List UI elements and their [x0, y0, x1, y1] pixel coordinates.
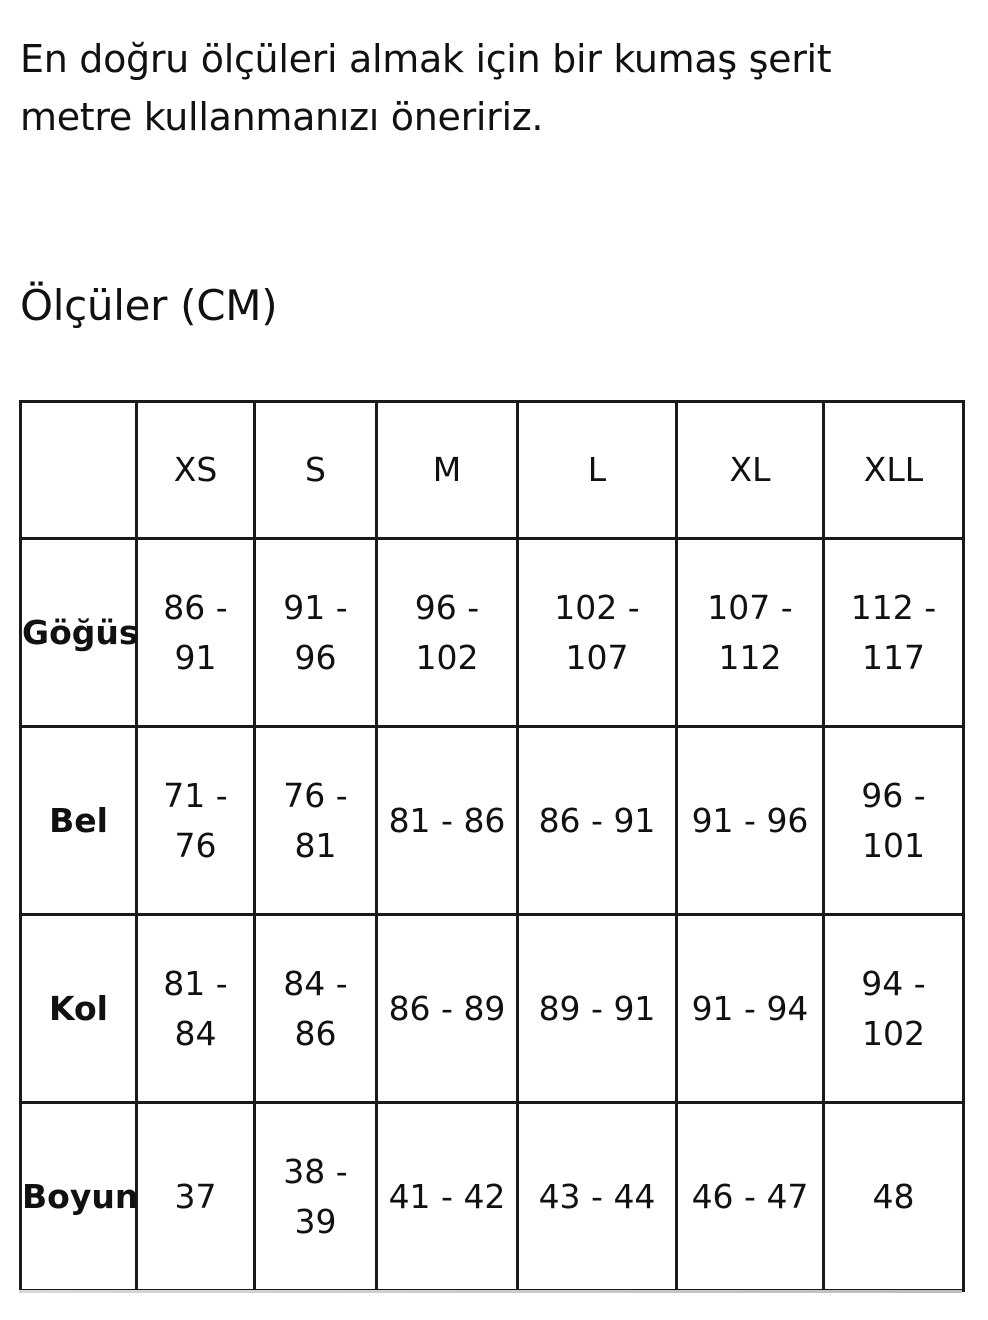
- measurement-cell: [137, 727, 255, 915]
- header-size-m: M: [377, 402, 518, 539]
- row-label: Bel: [21, 727, 137, 915]
- size-table: [19, 400, 965, 1292]
- measurement-cell: [677, 915, 824, 1103]
- measurement-value: 91 - 96: [283, 587, 348, 677]
- measurement-value: 96 -: [414, 587, 480, 627]
- measurement-cell: [677, 1103, 824, 1291]
- measurement-value: 86 -: [163, 587, 228, 627]
- header-size-xs: XS: [137, 402, 255, 539]
- intro-line-2: metre kullanmanızı öneririz.: [20, 95, 544, 139]
- measurement-cell: [677, 727, 824, 915]
- measurement-cell: [255, 915, 377, 1103]
- measurement-cell: [824, 1103, 964, 1291]
- table-row: [21, 915, 964, 1103]
- measurement-cell: [824, 727, 964, 915]
- measurement-value: 81 -: [163, 963, 228, 1003]
- measurement-value: 41 - 42: [388, 1176, 506, 1216]
- measurement-value: 107: [565, 637, 629, 677]
- measurement-value: 89 - 91: [538, 988, 656, 1028]
- row-label: Göğüs: [21, 539, 137, 727]
- measurement-cell: [824, 915, 964, 1103]
- table-row: [21, 539, 964, 727]
- measurement-cell: [518, 1103, 677, 1291]
- measurement-value: 76 - 81: [283, 775, 348, 865]
- measurement-cell: [677, 539, 824, 727]
- measurement-cell: [137, 539, 255, 727]
- measurement-value: 39: [294, 1201, 337, 1241]
- header-size-s: S: [255, 402, 377, 539]
- measurement-cell: [137, 915, 255, 1103]
- measurement-cell: [824, 539, 964, 727]
- measurement-cell: [518, 727, 677, 915]
- measurement-value: 46 - 47: [691, 1176, 809, 1216]
- measurement-value: 107 -: [707, 587, 793, 627]
- measurement-cell: [377, 1103, 518, 1291]
- intro-line-1: En doğru ölçüleri almak için bir kumaş şerit: [20, 37, 832, 81]
- measurement-value: 84: [174, 1013, 217, 1053]
- section-title: Ölçüler (CM): [20, 281, 278, 330]
- measurement-cell: [137, 1103, 255, 1291]
- header-size-xl: XL: [677, 402, 824, 539]
- measurement-value: 76: [174, 825, 217, 865]
- table-row: [21, 1103, 964, 1291]
- table-bottom-shadow: [19, 1290, 962, 1293]
- intro-text: [20, 30, 970, 146]
- measurement-value: 102 -: [554, 587, 640, 627]
- measurement-value: 86 - 91: [538, 800, 656, 840]
- measurement-value: 91 - 94: [691, 988, 809, 1028]
- measurement-value: 96 -: [861, 775, 926, 815]
- measurement-value: 84 -: [283, 963, 348, 1003]
- measurement-value: 112 -: [850, 587, 937, 627]
- measurement-value: 86: [294, 1013, 337, 1053]
- measurement-value: 71 -: [163, 775, 228, 815]
- measurement-value: 38 -: [283, 1151, 348, 1191]
- row-label: Kol: [21, 915, 137, 1103]
- table-row: [21, 727, 964, 915]
- measurement-value: 86 - 89: [388, 988, 506, 1028]
- measurement-value: 43 - 44: [538, 1176, 656, 1216]
- measurement-cell: [255, 539, 377, 727]
- measurement-cell: [377, 915, 518, 1103]
- measurement-value: 81 - 86: [388, 800, 506, 840]
- measurement-value: 102: [415, 637, 479, 677]
- measurement-value: 94 -: [861, 963, 926, 1003]
- measurement-cell: [377, 727, 518, 915]
- measurement-cell: [255, 1103, 377, 1291]
- measurement-value: 48: [872, 1176, 915, 1216]
- measurement-value: 91: [174, 637, 217, 677]
- measurement-value: 91 - 96: [691, 800, 809, 840]
- row-label: Boyun: [21, 1103, 137, 1291]
- measurement-cell: [377, 539, 518, 727]
- measurement-value: 102: [862, 1013, 925, 1053]
- measurement-cell: [518, 915, 677, 1103]
- header-corner-cell: [21, 402, 137, 539]
- header-size-l: L: [518, 402, 677, 539]
- header-row: [21, 402, 964, 539]
- measurement-value: 117: [862, 637, 925, 677]
- measurement-value: 101: [862, 825, 925, 865]
- header-size-xll: XLL: [824, 402, 964, 539]
- measurement-cell: [518, 539, 677, 727]
- measurement-cell: [255, 727, 377, 915]
- measurement-value: 112: [718, 637, 782, 677]
- measurement-value: 37: [174, 1176, 217, 1216]
